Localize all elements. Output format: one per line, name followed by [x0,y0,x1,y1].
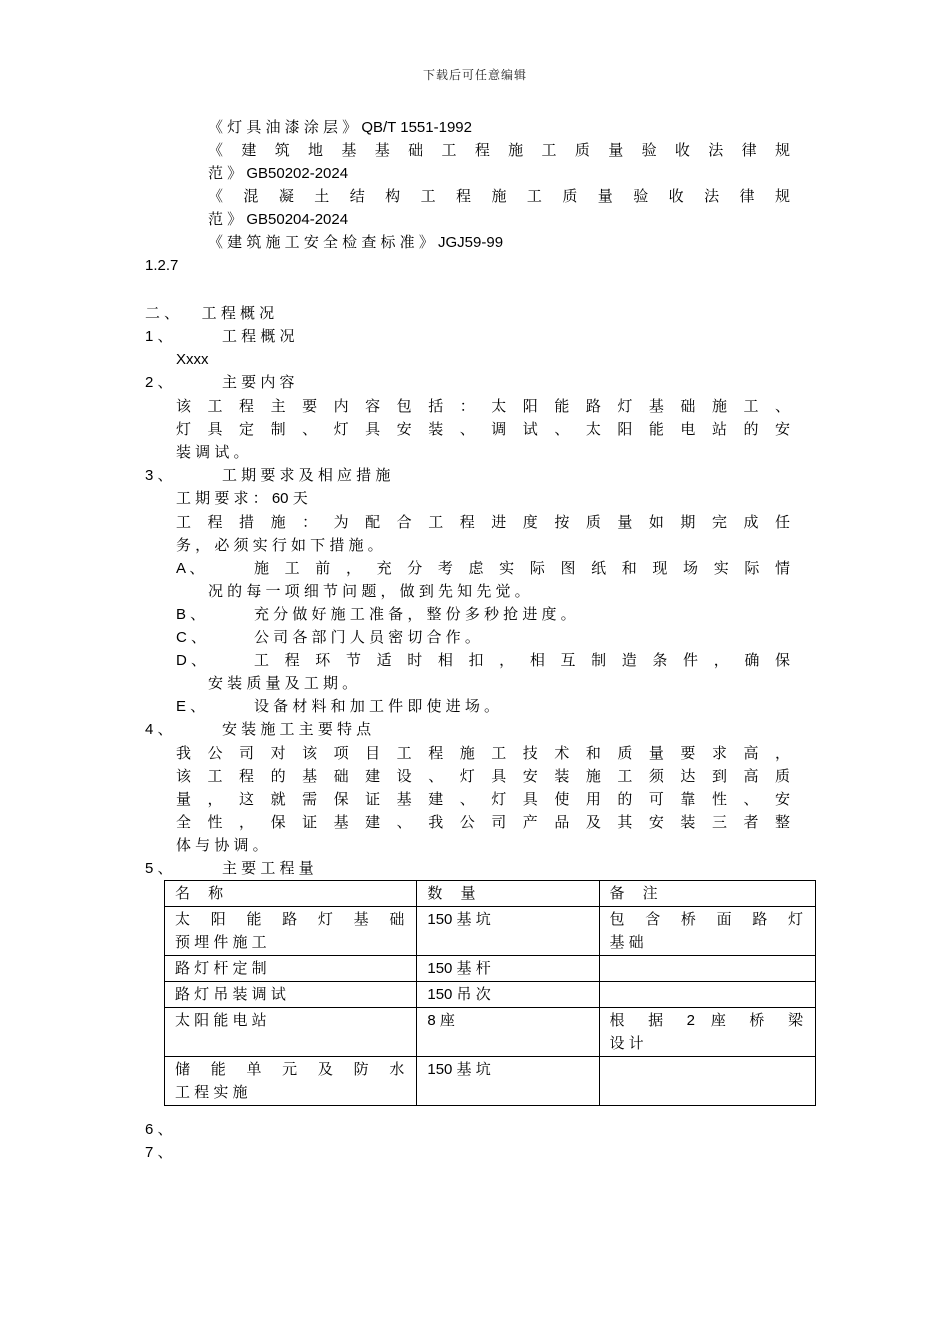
sub-item-label: E 、 [176,698,206,715]
item-number: 2 、 [145,374,173,391]
table-cell [599,956,815,982]
sub-item-label: C 、 [176,629,207,646]
standard-line: 《 灯 具 油 漆 涂 层 》 QB/T 1551-1992 [208,119,472,136]
item-title: 主 要 工 程 量 [222,860,314,877]
table-cell: 150 基 坑 [417,1057,599,1106]
table-cell: 150 基 坑 [417,907,599,956]
table-cell: 150 基 杆 [417,956,599,982]
sub-item-line: 安 装 质 量 及 工 期 。 [208,675,358,692]
table-row [165,982,816,1008]
sub-item-line: 工 程 环 节 适 时 相 扣 ， 相 互 制 造 条 件 ， 确 保 [254,652,792,669]
paragraph-line: 该 工 程 主 要 内 容 包 括 ： 太 阳 能 路 灯 基 础 施 工 、 [176,398,792,415]
item-number: 4 、 [145,721,173,738]
header-cell: 名 称 [165,881,417,907]
table-cell: 路 灯 吊 装 调 试 [165,982,417,1008]
table-row [165,956,816,982]
standard-line: 《 建 筑 施 工 安 全 检 查 标 准 》 JGJ59-99 [208,234,504,251]
paragraph-line: 该 工 程 的 基 础 建 设 、 灯 具 安 装 施 工 须 达 到 高 质 [176,768,792,785]
table-cell: 太 阳 能 路 灯 基 础 预 埋 件 施 工 [165,907,417,956]
item-number: 7 、 [145,1144,173,1161]
table-cell [599,1057,815,1106]
table-row [165,907,816,956]
table-cell: 8 座 [417,1008,599,1057]
table-row [165,1057,816,1106]
section-heading: 二 、 工 程 概 况 [145,305,275,322]
table-cell: 根 据 2 座 桥 梁 设 计 [599,1008,815,1057]
sub-item-line: 施 工 前 ， 充 分 考 虑 实 际 图 纸 和 现 场 实 际 情 [254,560,792,577]
table-row [165,1008,816,1057]
section-number: 1.2.7 [145,257,179,274]
sub-item-line: 公 司 各 部 门 人 员 密 切 合 作 。 [254,629,480,646]
paragraph-line: 工 程 措 施 ： 为 配 合 工 程 进 度 按 质 量 如 期 完 成 任 [176,514,792,531]
table-cell [599,982,815,1008]
paragraph: Xxxx [176,351,209,368]
item-title: 安 装 施 工 主 要 特 点 [222,721,372,738]
standard-line: 《 建 筑 地 基 基 础 工 程 施 工 质 量 验 收 法 律 规 [208,142,792,159]
page-header: 下载后可任意编辑 [422,68,527,82]
paragraph-line: 体 与 协 调 。 [176,837,268,854]
sub-item-label: B 、 [176,606,206,623]
table-cell: 150 吊 次 [417,982,599,1008]
paragraph-line: 工 期 要 求 ： 60 天 [176,490,308,507]
paragraph-line: 量 ， 这 就 需 保 证 基 建 、 灯 具 使 用 的 可 靠 性 、 安 [176,791,792,808]
standard-line: 范 》 GB50202-2024 [208,165,349,182]
paragraph-line: 全 性 ， 保 证 基 建 、 我 公 司 产 品 及 其 安 装 三 者 整 [176,814,792,831]
sub-item-line: 况 的 每 一 项 细 节 问 题 ， 做 到 先 知 先 觉 。 [208,583,530,600]
paragraph-line: 装 调 试 。 [176,444,249,461]
item-number: 5 、 [145,860,173,877]
standard-line: 《 混 凝 土 结 构 工 程 施 工 质 量 验 收 法 律 规 [208,188,792,205]
sub-item-line: 设 备 材 料 和 加 工 件 即 使 进 场 。 [254,698,500,715]
table-cell: 包 含 桥 面 路 灯 基 础 [599,907,815,956]
table-cell: 太 阳 能 电 站 [165,1008,417,1057]
sub-item-label: A 、 [176,560,205,577]
standard-line: 范 》 GB50204-2024 [208,211,349,228]
table-cell: 路 灯 杆 定 制 [165,956,417,982]
table-header-row [165,881,816,907]
sub-item-label: D 、 [176,652,207,669]
paragraph-line: 我 公 司 对 该 项 目 工 程 施 工 技 术 和 质 量 要 求 高 ， [176,745,792,762]
table-cell: 储 能 单 元 及 防 水 工 程 实 施 [165,1057,417,1106]
sub-item-line: 充 分 做 好 施 工 准 备 ， 整 份 多 秒 抢 进 度 。 [254,606,576,623]
item-number: 1 、 [145,328,173,345]
item-title: 主 要 内 容 [222,374,295,391]
header-cell: 数 量 [417,881,599,907]
paragraph-line: 灯 具 定 制 、 灯 具 安 装 、 调 试 、 太 阳 能 电 站 的 安 [176,421,792,438]
paragraph-line: 务 ， 必 须 实 行 如 下 措 施 。 [176,537,383,554]
item-number: 6 、 [145,1121,173,1138]
item-number: 3 、 [145,467,173,484]
header-cell: 备 注 [599,881,815,907]
item-title: 工 期 要 求 及 相 应 措 施 [222,467,391,484]
item-title: 工 程 概 况 [222,328,295,345]
quantity-table [164,880,816,1106]
